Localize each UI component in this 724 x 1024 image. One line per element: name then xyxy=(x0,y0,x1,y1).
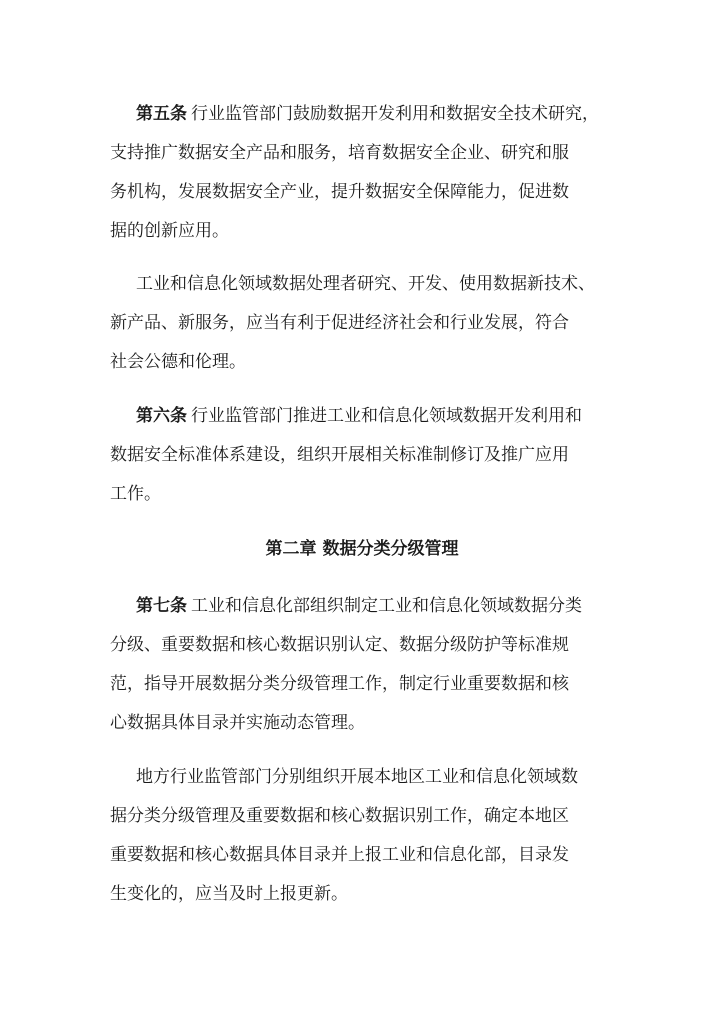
paragraph-line xyxy=(110,397,630,436)
paragraph-line: 范，指导开展数据分类分级管理工作，制定行业重要数据和核 xyxy=(110,674,569,694)
paragraph-line: 务机构，发展数据安全产业，提升数据安全保障能力，促进数 xyxy=(110,182,569,202)
paragraph-line: 工业和信息化领域数据处理者研究、开发、使用数据新技术、 xyxy=(136,274,595,294)
paragraph-line: 支持推广数据安全产品和服务，培育数据安全企业、研究和服 xyxy=(110,143,569,163)
article-5-paragraph-2 xyxy=(110,265,630,382)
article-6-paragraph xyxy=(110,397,630,514)
paragraph-line: 工作。 xyxy=(110,484,161,504)
chapter-heading: 第二章 数据分类分级管理 xyxy=(265,539,459,559)
paragraph-line: 新产品、新服务，应当有利于促进经济社会和行业发展，符合 xyxy=(110,313,569,333)
line-text: 工业和信息化部组织制定工业和信息化领域数据分类 xyxy=(191,596,582,616)
paragraph-line: 据的创新应用。 xyxy=(110,221,229,241)
paragraph-line: 地方行业监管部门分别组织开展本地区工业和信息化领域数 xyxy=(136,767,578,787)
article-label: 第五条 xyxy=(136,104,187,124)
paragraph-line: 分级、重要数据和核心数据识别认定、数据分级防护等标准规 xyxy=(110,635,569,655)
paragraph-line: 数据安全标准体系建设，组织开展相关标准制修订及推广应用 xyxy=(110,445,569,465)
paragraph-line xyxy=(110,95,630,134)
paragraph-line: 据分类分级管理及重要数据和核心数据识别工作，确定本地区 xyxy=(110,806,569,826)
paragraph-line: 生变化的，应当及时上报更新。 xyxy=(110,884,348,904)
paragraph-line: 重要数据和核心数据具体目录并上报工业和信息化部，目录发 xyxy=(110,845,569,865)
paragraph-line: 心数据具体目录并实施动态管理。 xyxy=(110,713,365,733)
article-7-paragraph-2 xyxy=(110,758,630,914)
paragraph-line: 社会公德和伦理。 xyxy=(110,352,246,372)
article-label: 第七条 xyxy=(136,596,187,616)
article-7-paragraph xyxy=(110,587,630,743)
paragraph-line xyxy=(110,587,630,626)
article-label: 第六条 xyxy=(136,406,187,426)
line-text: 行业监管部门推进工业和信息化领域数据开发利用和 xyxy=(191,406,582,426)
line-text: 行业监管部门鼓励数据开发利用和数据安全技术研究， xyxy=(191,104,599,124)
article-5-paragraph xyxy=(110,95,630,251)
